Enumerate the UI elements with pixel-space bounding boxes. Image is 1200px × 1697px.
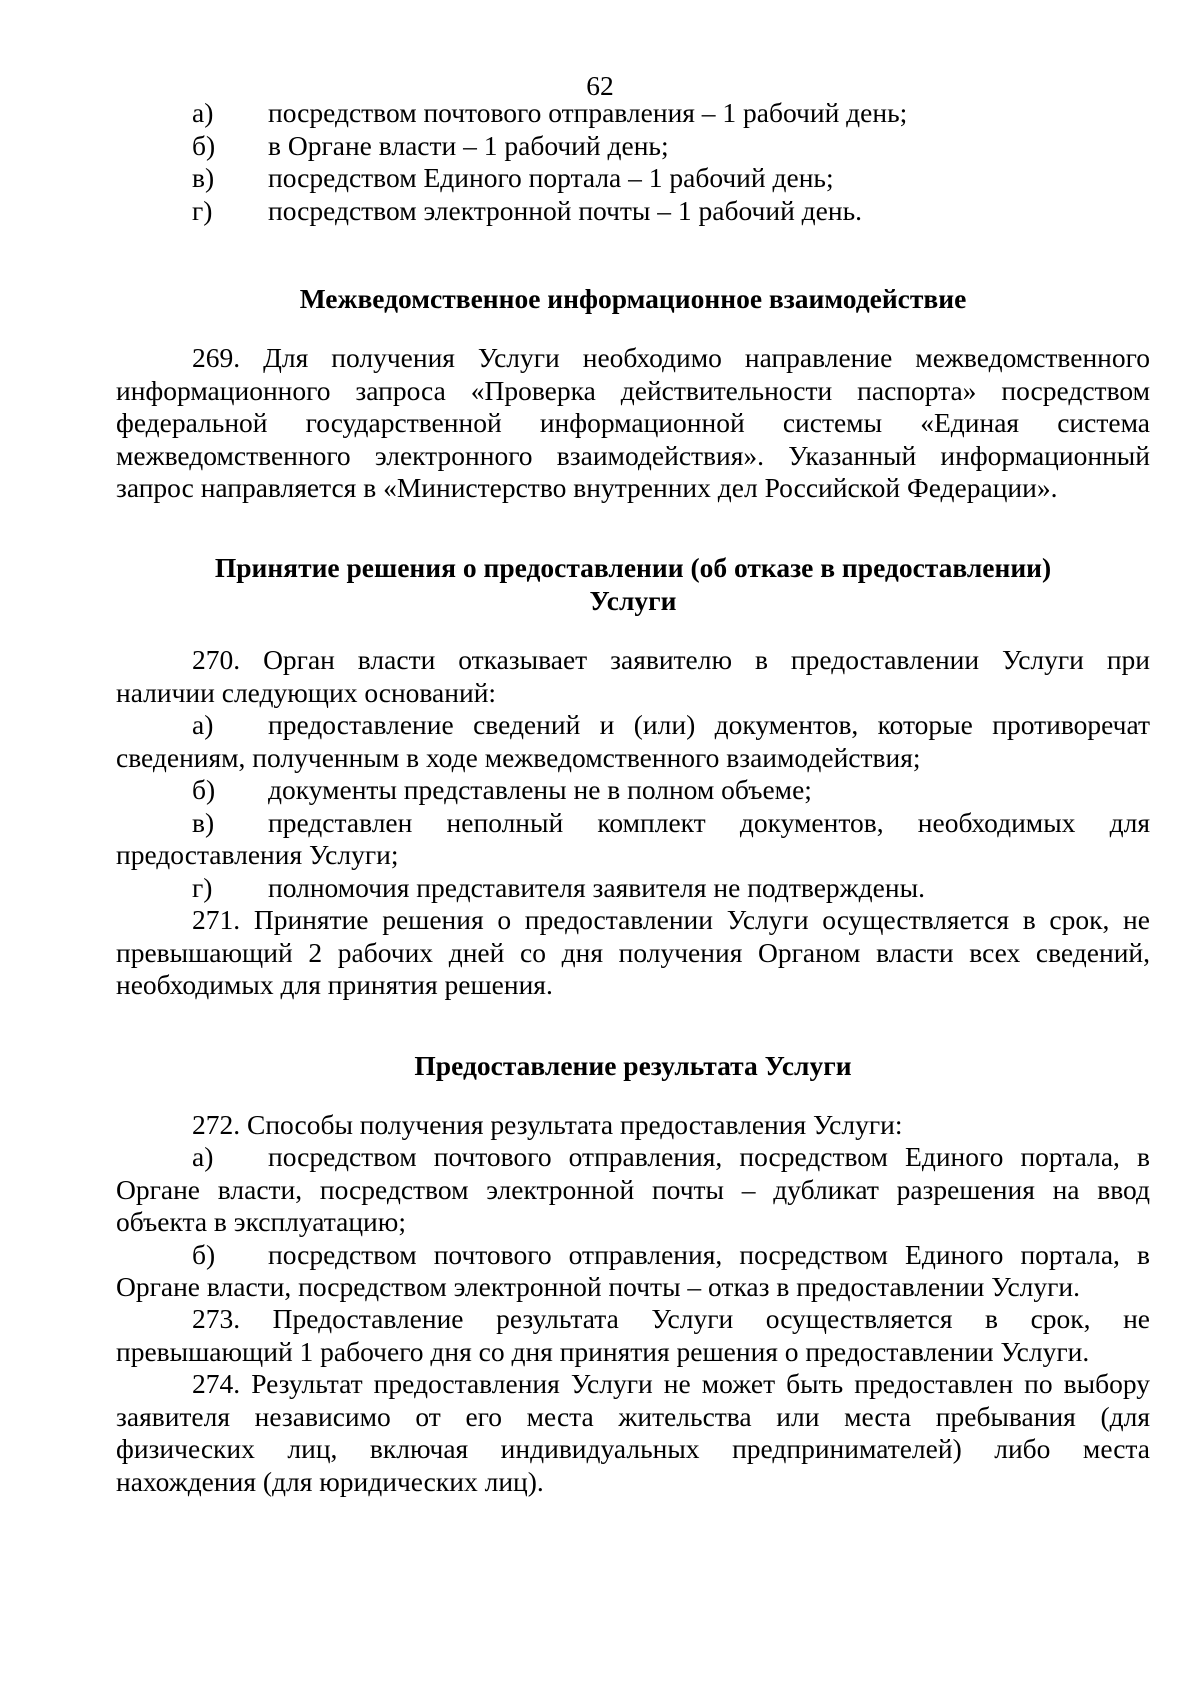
heading-line: Принятие решения о предоставлении (об отказе в предоставлении): [214, 552, 1052, 583]
paragraph-272: [116, 1109, 1150, 1142]
list-text: посредством почтового отправления, посредством Единого портала, в: [268, 1141, 1150, 1172]
paragraph-line: федеральной государственной информационной системы «Единая система: [116, 407, 1150, 438]
section-heading-decision: [116, 552, 1150, 617]
list-text: посредством почтового отправления – 1 рабочий день;: [268, 97, 908, 128]
paragraph-line: 270. Орган власти отказывает заявителю в предоставлении Услуги при: [192, 644, 1150, 675]
list-item: [116, 195, 1150, 228]
list-marker: а): [192, 1141, 214, 1172]
list-270: [116, 709, 1150, 904]
list-item-line: сведениям, полученным в ходе межведомственного взаимодействия;: [116, 741, 921, 773]
list-marker: б): [192, 129, 216, 161]
list-text: документы представлены не в полном объеме;: [268, 774, 812, 805]
list-item-line: [116, 807, 1150, 840]
paragraph-270: [116, 644, 1150, 709]
heading-line: Услуги: [589, 584, 677, 616]
list-marker: в): [192, 162, 215, 193]
list-marker: б): [192, 774, 216, 805]
paragraph-line: необходимых для принятия решения.: [116, 969, 553, 1000]
top-list: [116, 97, 1150, 227]
paragraph-line: 272. Способы получения результата предоставления Услуги:: [192, 1109, 903, 1140]
list-item-line: [116, 1239, 1150, 1272]
paragraph-line: заявителя независимо от его места жительства или места пребывания (для: [116, 1400, 1150, 1432]
paragraph-line: 269. Для получения Услуги необходимо направление межведомственного: [192, 342, 1150, 373]
paragraph-269: [116, 342, 1150, 505]
list-272: [116, 1141, 1150, 1304]
list-text: представлен неполный комплект документов, необходимых для: [268, 806, 1150, 838]
list-marker: в): [192, 806, 215, 838]
paragraph-line: физических лиц, включая индивидуальных предпринимателей) либо места: [116, 1433, 1150, 1464]
paragraph-line: наличии следующих оснований:: [116, 676, 497, 708]
page-number: 62: [586, 70, 614, 101]
list-item-line: Органе власти, посредством электронной почты – отказ в предоставлении Услуги.: [116, 1271, 1080, 1302]
list-marker: б): [192, 1238, 216, 1270]
list-item-line: [116, 872, 1150, 905]
list-item-line: [116, 774, 1150, 807]
paragraph-271: [116, 904, 1150, 1002]
list-text: полномочия представителя заявителя не подтверждены.: [268, 871, 925, 903]
paragraph-line: информационного запроса «Проверка действительности паспорта» посредством: [116, 374, 1150, 406]
list-marker: а): [192, 709, 214, 740]
list-marker: г): [192, 871, 213, 903]
paragraph-line: превышающий 1 рабочего дня со дня принятия решения о предоставлении Услуги.: [116, 1335, 1090, 1367]
paragraph-line: запрос направляется в «Министерство внутренних дел Российской Федерации».: [116, 472, 1058, 503]
paragraph-line: межведомственного электронного взаимодействия». Указанный информационный: [116, 439, 1150, 471]
list-item: [116, 162, 1150, 195]
list-item-line: Органе власти, посредством электронной почты – дубликат разрешения на ввод: [116, 1173, 1150, 1205]
list-item-line: объекта в эксплуатацию;: [116, 1206, 406, 1237]
list-marker: г): [192, 194, 213, 226]
list-marker: а): [192, 97, 214, 128]
list-text: посредством Единого портала – 1 рабочий день;: [268, 162, 834, 193]
list-item-line: [116, 1141, 1150, 1174]
section-heading-result: Предоставление результата Услуги: [414, 1050, 852, 1081]
list-item: [116, 130, 1150, 163]
list-item-line: предоставления Услуги;: [116, 839, 399, 870]
list-item: [116, 97, 1150, 130]
paragraph-line: 273. Предоставление результата Услуги осуществляется в срок, не: [192, 1303, 1150, 1334]
paragraph-274: [116, 1368, 1150, 1498]
section-heading-interagency: Межведомственное информационное взаимодействие: [299, 283, 967, 314]
list-text: в Органе власти – 1 рабочий день;: [268, 129, 669, 161]
list-text: предоставление сведений и (или) документов, которые противоречат: [268, 709, 1150, 740]
paragraph-line: 274. Результат предоставления Услуги не может быть предоставлен по выбору: [192, 1368, 1150, 1399]
list-item-line: [116, 709, 1150, 742]
paragraph-273: [116, 1303, 1150, 1368]
paragraph-line: нахождения (для юридических лиц).: [116, 1465, 544, 1497]
paragraph-line: 271. Принятие решения о предоставлении Услуги осуществляется в срок, не: [192, 904, 1150, 935]
list-text: посредством почтового отправления, посредством Единого портала, в: [268, 1238, 1150, 1270]
list-text: посредством электронной почты – 1 рабочий день.: [268, 194, 862, 226]
paragraph-line: превышающий 2 рабочих дней со дня получения Органом власти всех сведений,: [116, 936, 1150, 968]
